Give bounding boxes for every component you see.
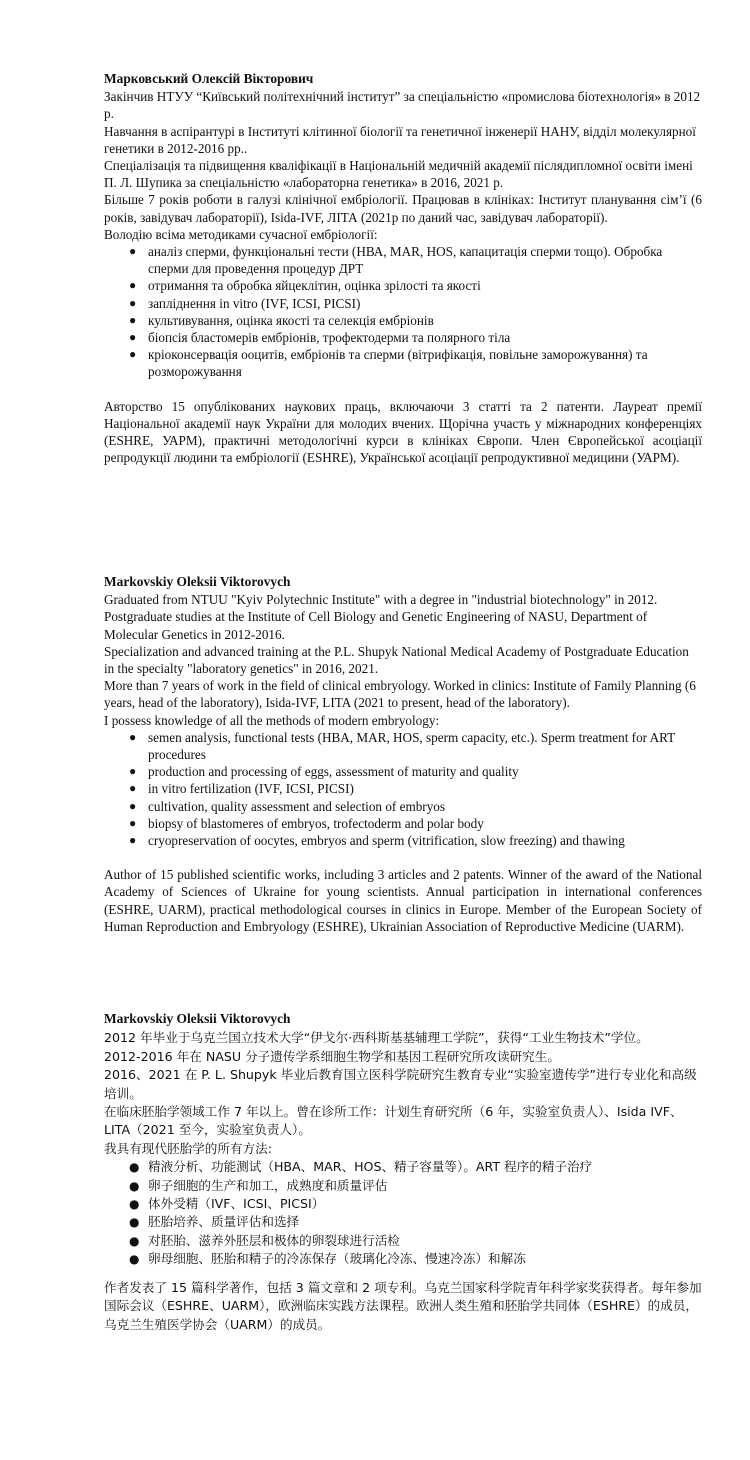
- bullet-icon: ●: [129, 1252, 140, 1267]
- list-item: ● cryopreservation of oocytes, embryos and sperm (vitrification, slow freezing) and thawing: [129, 833, 625, 849]
- list-item: ● in vitro fertilization (IVF, ICSI, PICSI): [129, 781, 354, 797]
- methods-list-zh: [104, 1158, 702, 1268]
- list-item: ● кріоконсервація ооцитів, ембріонів та сперми (вітрифікація, повільне заморожування) та розморожування: [129, 347, 648, 380]
- bullet-icon: ●: [129, 347, 137, 362]
- list-item: ● biopsy of blastomeres of embryos, trofectoderm and polar body: [129, 815, 484, 831]
- bullet-icon: ●: [129, 312, 137, 327]
- bullet-icon: ●: [129, 278, 137, 293]
- list-item: ● 卵母细胞、胚胎和精子的冷冻保存（玻璃化冷冻、慢速冷冻）和解冻: [148, 1250, 702, 1268]
- bullet-icon: ●: [129, 833, 137, 848]
- person-name-en: Markovskiy Oleksii Viktorovych: [104, 574, 291, 589]
- specialization-line-zh: 2016、2021 在 P. L. Shupyk 毕业后教育国立医科学院研究生教育专业“实验室遗传学”进行专业化和高级培训。: [104, 1067, 697, 1101]
- english-bio-section: [104, 573, 702, 935]
- ukrainian-bio-section: [104, 70, 702, 466]
- specialization-line-en: Specialization and advanced training at the P.L. Shupyk National Medical Academy of Postgraduate Education in the specialty "laboratory genetics" in 2016, 2021.: [104, 643, 689, 677]
- publications-summary-zh: 作者发表了 15 篇科学著作，包括 3 篇文章和 2 项专利。乌克兰国家科学院青年科学家奖获得者。每年参加国际会议（ESHRE、UARM），欧洲临床实践方法课程。欧洲人类生殖和胚胎学共同体（ESHRE）的成员，乌克兰生殖医学协会（UARM）的成员。: [104, 1279, 702, 1332]
- bullet-icon: ●: [129, 244, 137, 259]
- education-line-en: Graduated from NTUU "Kyiv Polytechnic Institute" with a degree in "industrial biotechnology" in 2012.: [104, 592, 658, 608]
- publications-summary-ua: Авторство 15 опублікованих наукових праць, включаючи 3 статті та 2 патенти. Лауреат премії Національної академії наук України для молодих вчених. Щорічна участь у міжнародних конференціях (ESHRE, УАРМ), практичні методологічні курси в клініках Європи. Член Європейської асоціації репродукції людини та ембріології (ESHRE), Української асоціації репродуктивної медицини (УАРМ).: [104, 398, 702, 466]
- bullet-icon: ●: [129, 1215, 140, 1230]
- list-item: ● production and processing of eggs, assessment of maturity and quality: [129, 764, 519, 780]
- experience-line-zh: 在临床胚胎学领域工作 7 年以上。曾在诊所工作：计划生育研究所（6 年，实验室负责人）、Isida IVF、LITA（2021 至今，实验室负责人）。: [104, 1104, 683, 1138]
- list-item: ● біопсія бластомерів ембріонів, трофектодерми та полярного тіла: [129, 330, 511, 346]
- publications-summary-en: Author of 15 published scientific works, including 3 articles and 2 patents. Winner of the award of the National Academy of Sciences of Ukraine for young scientists. Annual participation in international conferences (ESHRE, UARM), practical methodological courses in clinics in Europe. Member of the European Society of Human Reproduction and Embryology (ESHRE), Ukrainian Association of Reproductive Medicine (UARM).: [104, 867, 702, 934]
- list-item: ● 卵子细胞的生产和加工，成熟度和质量评估: [148, 1177, 702, 1195]
- bullet-icon: ●: [129, 764, 137, 779]
- bullet-icon: ●: [129, 1197, 140, 1212]
- list-item: ● отримання та обробка яйцеклітин, оцінка зрілості та якості: [129, 278, 481, 294]
- bullet-icon: ●: [129, 1178, 140, 1193]
- chinese-bio-section: [104, 1010, 702, 1334]
- bullet-icon: ●: [129, 1160, 140, 1175]
- bullet-icon: ●: [129, 781, 137, 796]
- bullet-icon: ●: [129, 1233, 140, 1248]
- methods-list-ua: [104, 243, 702, 381]
- education-line-zh: 2012 年毕业于乌克兰国立技术大学“伊戈尔·西科斯基基辅理工学院”，获得“工业生物技术”学位。: [104, 1030, 649, 1046]
- bullet-icon: ●: [129, 729, 137, 744]
- methods-intro-ua: Володію всіма методиками сучасної ембріології:: [104, 226, 378, 242]
- education-line-ua: Закінчив НТУУ “Київський політехнічний інститут” за спеціальністю «промислова біотехнологія» в 2012 р.: [104, 89, 701, 122]
- person-name-ua: Марковський Олексій Вікторович: [104, 71, 314, 86]
- list-item: ● semen analysis, functional tests (HBA, MAR, HOS, sperm capacity, etc.). Sperm treatment for ART procedures: [129, 729, 675, 763]
- experience-line-en: More than 7 years of work in the field of clinical embryology. Worked in clinics: Institute of Family Planning (6 years, head of the laboratory), Isida-IVF, LITA (2021 to present, head of the laboratory).: [104, 678, 696, 711]
- list-item: ● аналіз сперми, функціональні тести (НВА, MAR, HOS, капацитація сперми тощо). Обробка сперми для проведення процедур ДРТ: [129, 244, 663, 277]
- postgraduate-line-en: Postgraduate studies at the Institute of Cell Biology and Genetic Engineering of NASU, Department of Molecular Genetics in 2012-2016.: [104, 609, 648, 642]
- list-item: ● 体外受精（IVF、ICSI、PICSI）: [148, 1195, 702, 1213]
- methods-intro-zh: 我具有现代胚胎学的所有方法:: [104, 1140, 272, 1156]
- bullet-icon: ●: [129, 815, 137, 830]
- list-item: ● 胚胎培养、质量评估和选择: [148, 1213, 702, 1231]
- postgraduate-line-zh: 2012-2016 年在 NASU 分子遗传学系细胞生物学和基因工程研究所攻读研究生。: [104, 1048, 560, 1064]
- person-name-zh: Markovskiy Oleksii Viktorovych: [104, 1011, 291, 1026]
- bullet-icon: ●: [129, 798, 137, 813]
- bullet-icon: ●: [129, 330, 137, 345]
- list-item: ● 精液分析、功能测试（HBA、MAR、HOS、精子容量等）。ART 程序的精子治疗: [148, 1158, 702, 1176]
- specialization-line-ua: Спеціалізація та підвищення кваліфікації в Національній медичній академії післядипломної освіти імені П. Л. Шупика за спеціальністю «лабораторна генетика» в 2016, 2021 р.: [104, 158, 693, 191]
- list-item: ● cultivation, quality assessment and selection of embryos: [129, 798, 446, 814]
- list-item: ● 对胚胎、滋养外胚层和极体的卵裂球进行活检: [148, 1232, 702, 1250]
- list-item: ● запліднення in vitro (IVF, ICSI, PICSI): [129, 295, 361, 311]
- methods-list-en: [104, 729, 702, 849]
- experience-line-ua: Більше 7 років роботи в галузі клінічної ембріології. Працював в клініках: Інститут планування сім’ї (6 років, завідувач лабораторії), Isida-IVF, ЛІТА (2021р по даний час, завідувач лабораторії).: [104, 192, 702, 225]
- list-item: ● культивування, оцінка якості та селекція ембріонів: [129, 312, 434, 328]
- bullet-icon: ●: [129, 295, 137, 310]
- postgraduate-line-ua: Навчання в аспірантурі в Інституті клітинної біології та генетичної інженерії НАНУ, відділ молекулярної генетики в 2012-2016 рр..: [104, 123, 696, 156]
- methods-intro-en: I possess knowledge of all the methods of modern embryology:: [104, 712, 440, 728]
